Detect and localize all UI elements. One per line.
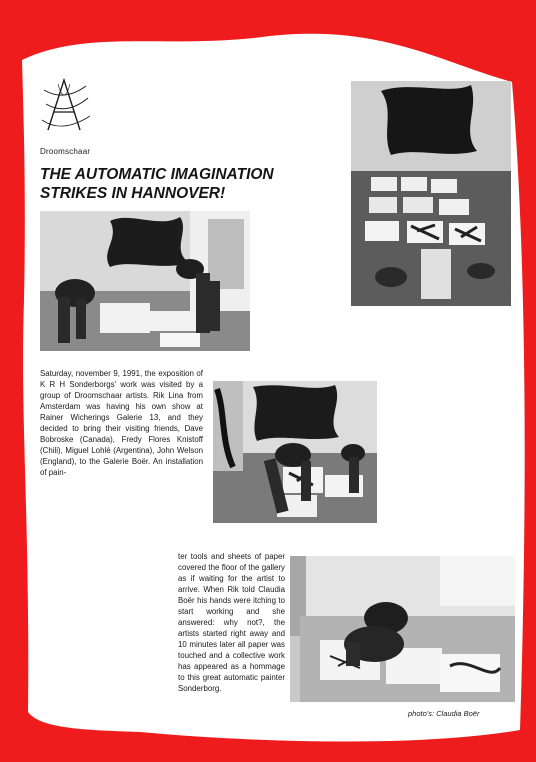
article-paragraph-1: Saturday, november 9, 1991, the exposition of K R H Sonderborgs' work was visited by a group of Droomschaar artists. Rik Lina from Amsterdam was having his own show at Rainer Wicherings Galerie 13, and they decided to bring their visiting friends, Dave Bobroske (Canada), Fredy Flores Knistoff (Chili), Miguel Lohlé (Argentina), John Welson (England), to the Galerie Boër. An installation of pain-	[40, 369, 203, 477]
photo-credit: photo's: Claudia Boër	[408, 709, 480, 718]
title-line-2: STRIKES IN HANNOVER!	[40, 185, 226, 202]
article-column-1	[40, 368, 203, 478]
photo-crouching-artist	[290, 556, 515, 702]
article-column-2	[178, 551, 285, 694]
photo-two-artists-bending	[40, 211, 250, 351]
photo-artists-painting	[213, 381, 377, 523]
logo-label: Droomschaar	[40, 147, 91, 156]
article-title	[40, 165, 310, 203]
photo-gallery-floor	[351, 81, 511, 306]
article-paragraph-2: ter tools and sheets of paper covered the floor of the gallery as if waiting for the artist to arrive. When Rik told Claudia Boër his hands were itching to start working and she answered: why not?, the artists started right away and 10 minutes later all paper was touched and a collective work has appeared as a hommage to this great automatic painter Sonderborg.	[178, 552, 285, 693]
droomschaar-logo-icon	[40, 76, 92, 140]
title-line-1: THE AUTOMATIC IMAGINATION	[40, 166, 274, 183]
